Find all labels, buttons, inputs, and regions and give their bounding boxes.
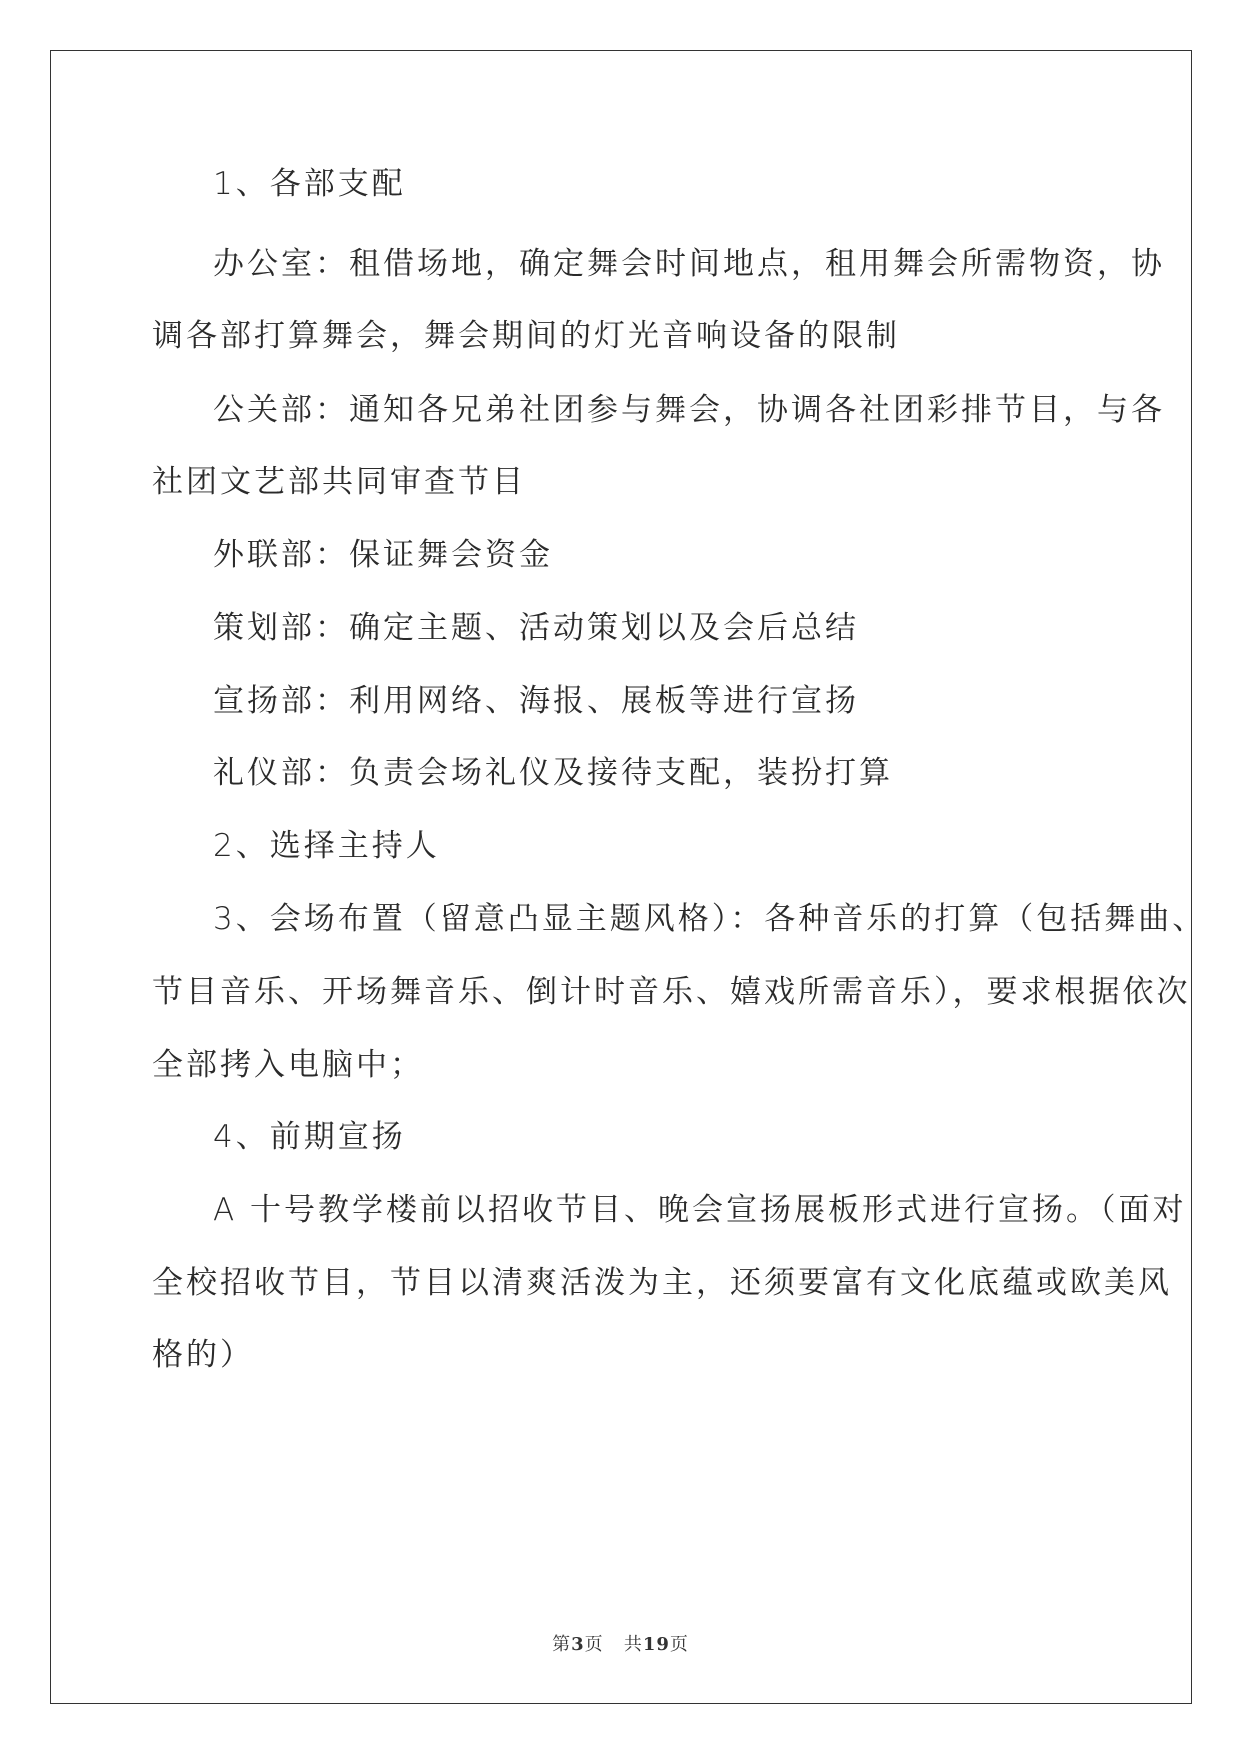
page-footer <box>0 1630 1241 1656</box>
footer-total-suffix: 页 <box>669 1634 689 1655</box>
paragraph-venue-line-3: 全部拷入电脑中； <box>152 1047 424 1083</box>
footer-page-prefix: 第 <box>552 1634 572 1655</box>
paragraph-promo-line-2: 全校招收节目，节目以清爽活泼为主，还须要富有文化底蕴或欧美风 <box>152 1265 1172 1301</box>
paragraph-pr-line-1: 公关部：通知各兄弟社团参与舞会，协调各社团彩排节目，与各 <box>213 392 1165 428</box>
paragraph-pr-line-2: 社团文艺部共同审查节目 <box>152 464 526 500</box>
paragraph-external-relations: 外联部：保证舞会资金 <box>213 537 553 573</box>
section-heading-1: 1、各部支配 <box>213 166 406 202</box>
footer-page-suffix: 页 <box>584 1634 604 1655</box>
paragraph-office-line-1: 办公室：租借场地，确定舞会时间地点，租用舞会所需物资，协 <box>213 246 1165 282</box>
paragraph-venue-line-1: 3、会场布置（留意凸显主题风格）：各种音乐的打算（包括舞曲、 <box>213 901 1207 937</box>
paragraph-planning: 策划部：确定主题、活动策划以及会后总结 <box>213 610 859 646</box>
paragraph-promo-line-1: A 十号教学楼前以招收节目、晚会宣扬展板形式进行宣扬。（面对 <box>213 1192 1187 1228</box>
section-heading-2: 2、选择主持人 <box>213 828 440 864</box>
paragraph-etiquette: 礼仪部：负责会场礼仪及接待支配，装扮打算 <box>213 755 893 791</box>
section-heading-4: 4、前期宣扬 <box>213 1119 406 1155</box>
paragraph-venue-line-2: 节目音乐、开场舞音乐、倒计时音乐、嬉戏所需音乐），要求根据依次 <box>152 974 1191 1010</box>
paragraph-publicity: 宣扬部：利用网络、海报、展板等进行宣扬 <box>213 683 859 719</box>
footer-total-number: 19 <box>642 1634 670 1655</box>
paragraph-office-line-2: 调各部打算舞会，舞会期间的灯光音响设备的限制 <box>152 318 900 354</box>
footer-total-prefix: 共 <box>623 1634 643 1655</box>
page-border <box>50 50 1192 1704</box>
paragraph-promo-line-3: 格的） <box>152 1337 254 1373</box>
footer-page-number: 3 <box>571 1634 585 1655</box>
